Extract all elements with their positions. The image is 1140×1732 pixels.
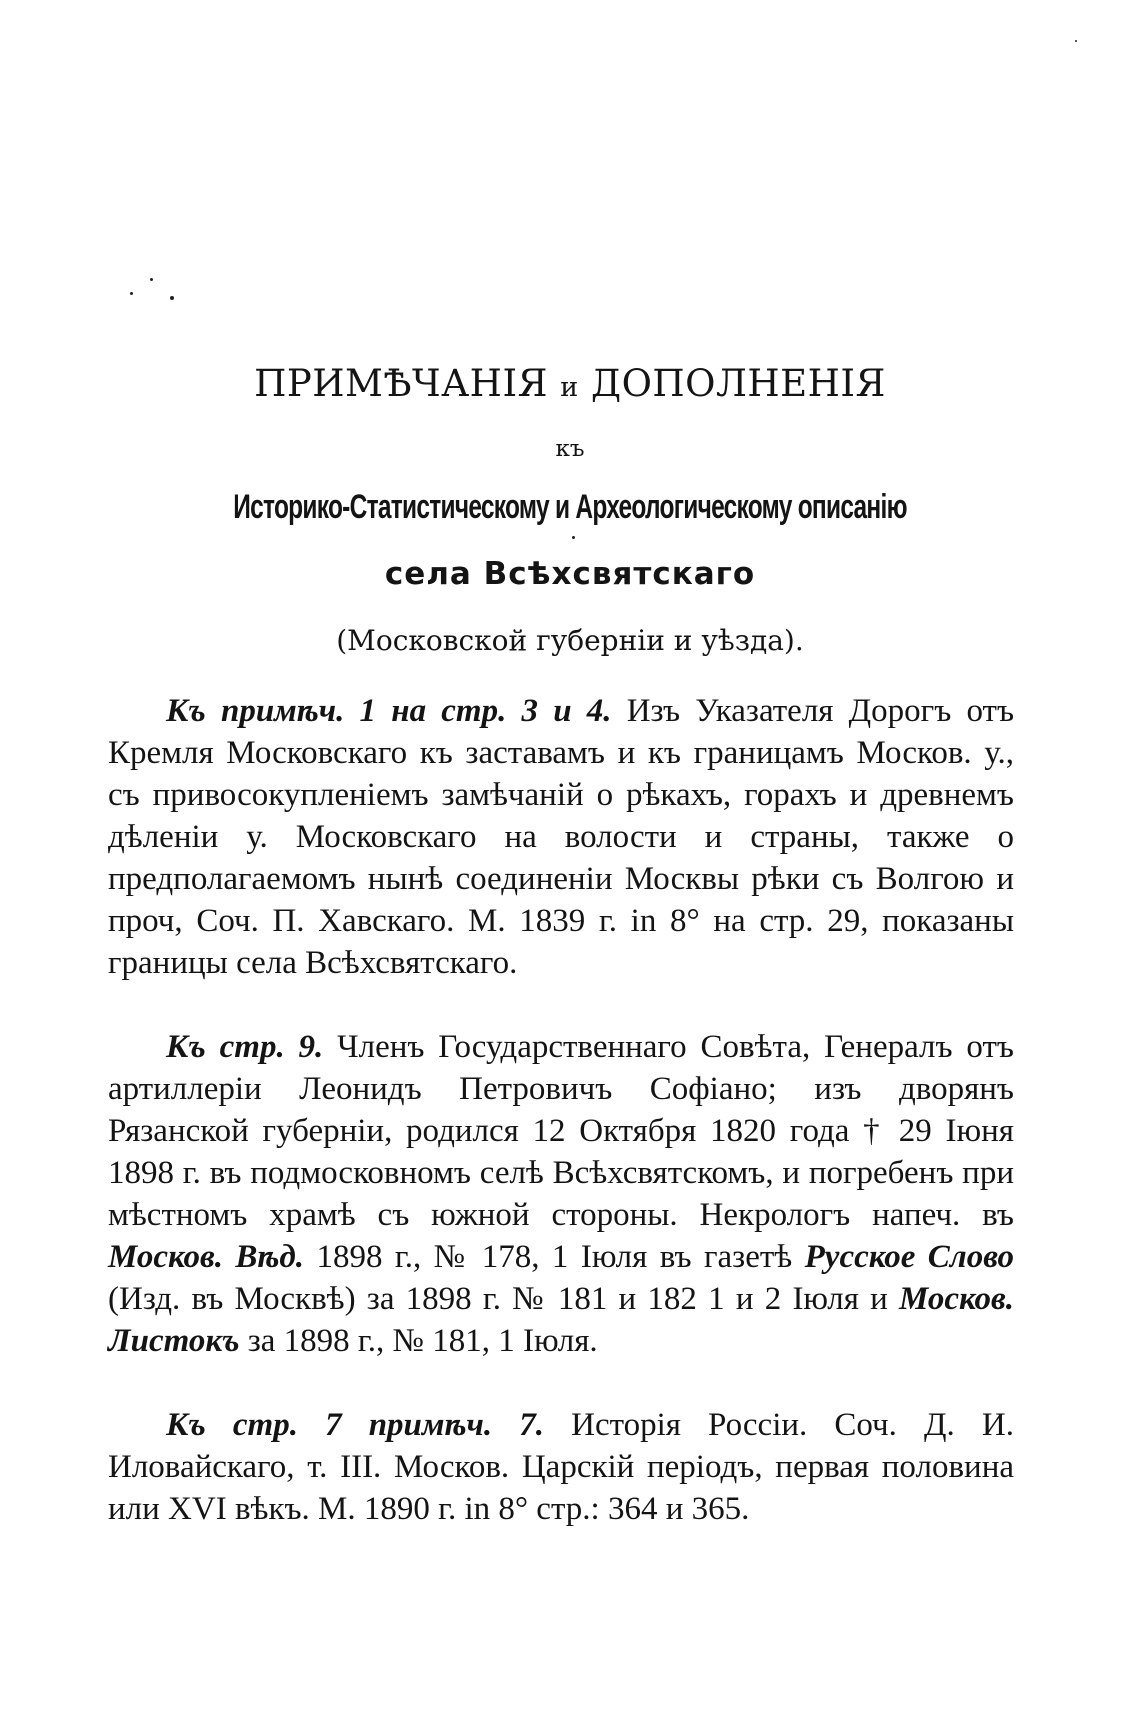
note-paragraph-1 (108, 690, 1014, 984)
note-text: Членъ Государственнаго Совѣта, Генералъ отъ артиллеріи Леонидъ Петровичъ Софіано; изъ дворянъ Рязанской губерніи, родился 12 Октября 1820 года † 29 Іюня 1898 г. въ подмосковномъ селѣ Всѣхсвятскомъ, и погребенъ при мѣстномъ храмѣ съ южной стороны. Некрологъ напеч. въ (108, 1029, 1014, 1233)
note-reference: Къ стр. 7 примѣч. 7. (166, 1407, 544, 1443)
title-part1: ПРИМѢЧАНІЯ (254, 362, 548, 405)
scan-speck (130, 292, 133, 295)
scan-speck (150, 278, 153, 281)
note-paragraph-2 (108, 1026, 1014, 1362)
scan-speck (1075, 40, 1077, 42)
title-region: (Московской губерніи и уѣзда). (336, 624, 804, 657)
title-village: села Всѣхсвятскаго (384, 556, 756, 592)
note-text: за 1898 г., № 181, 1 Іюля. (247, 1323, 598, 1359)
publication-title: Русское Слово (804, 1239, 1015, 1275)
title-description: Историко-Статистическому и Археологическому описанію (233, 488, 907, 526)
scan-speck (170, 296, 174, 300)
note-text: (Изд. въ Москвѣ) за 1898 г. № 181 и 182 1 и 2 Іюля и (108, 1281, 888, 1317)
note-reference: Къ примѣч. 1 на стр. 3 и 4. (166, 693, 612, 729)
note-reference: Къ стр. 9. (166, 1029, 324, 1065)
page-title (0, 362, 1140, 405)
publication-title: Москов. Листокъ (108, 1281, 1014, 1359)
title-part2: ДОПОЛНЕНІЯ (590, 362, 886, 405)
publication-title: Москов. Вѣд. (108, 1239, 305, 1275)
title-preposition: къ (555, 436, 585, 462)
note-text: Исторія Россіи. Соч. Д. И. Иловайскаго, т. III. Москов. Царскій періодъ, первая половина или XVI вѣкъ. М. 1890 г. in 8° стр.: 364 и 365. (108, 1407, 1014, 1527)
scan-speck (572, 536, 575, 539)
title-conjunction: и (560, 372, 579, 403)
note-text: Изъ Указателя Дорогъ отъ Кремля Московскаго къ заставамъ и къ границамъ Москов. у., съ привосокупленіемъ замѣчаній о рѣкахъ, горахъ и древнемъ дѣленіи у. Московскаго на волости и страны, также о предполагаемомъ нынѣ соединеніи Москвы рѣки съ Волгою и проч, Соч. П. Хавскаго. М. 1839 г. in 8° на стр. 29, показаны границы села Всѣхсвятскаго. (108, 693, 1015, 981)
note-paragraph-3 (108, 1404, 1014, 1530)
note-text: 1898 г., № 178, 1 Іюля въ газетѣ (316, 1239, 793, 1275)
